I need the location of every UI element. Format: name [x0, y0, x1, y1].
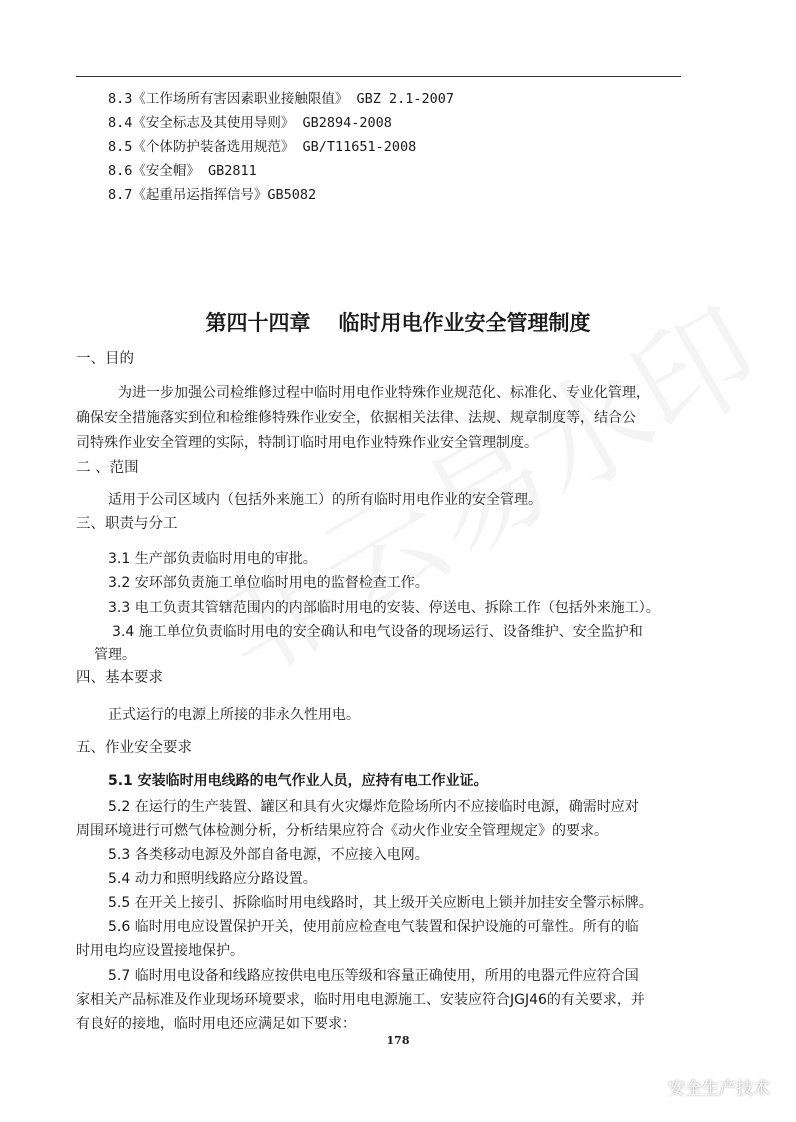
duty-item: 3.3 电工负责其管辖范围内的内部临时用电的安装、停送电、拆除工作（包括外来施工）。: [108, 600, 660, 616]
account-badge: [636, 1074, 770, 1099]
safety-item: 周围环境进行可燃气体检测分析，分析结果应符合《动火作业安全管理规定》的要求。: [76, 823, 608, 839]
safety-item: 时用电均应设置接地保护。: [76, 943, 244, 959]
purpose-paragraph-line: 确保安全措施落实到位和检维修特殊作业安全，依据相关法律、法规、规章制度等，结合公: [76, 410, 636, 426]
account-name: 安全生产技术: [668, 1079, 770, 1099]
reference-item: 8.6《安全帽》 GB2811: [108, 163, 257, 179]
safety-item: 5.2 在运行的生产装置、罐区和具有火灾爆炸危险场所内不应接临时电源，确需时应对: [108, 799, 639, 815]
scope-text: 适用于公司区域内（包括外来施工）的所有临时用电作业的安全管理。: [108, 492, 542, 508]
duty-item: 管理。: [94, 647, 136, 663]
chapter-name: 临时用电作业安全管理制度: [338, 310, 591, 335]
wechat-icon: [636, 1076, 662, 1098]
duty-item: 3.4 施工单位负责临时用电的安全确认和电气设备的现场运行、设备维护、安全监护和: [112, 624, 643, 640]
safety-item: 5.4 动力和照明线路应分路设置。: [108, 871, 317, 887]
reference-item: 8.5《个体防护装备选用规范》 GB/T11651-2008: [108, 139, 417, 155]
purpose-heading: 一、目的: [76, 351, 134, 367]
purpose-paragraph-line: 为进一步加强公司检维修过程中临时用电作业特殊作业规范化、标准化、专业化管理，: [118, 385, 650, 401]
reference-item: 8.7《起重吊运指挥信号》GB5082: [108, 187, 317, 203]
safety-heading: 五、作业安全要求: [76, 740, 192, 756]
duty-item: 3.2 安环部负责施工单位临时用电的监督检查工作。: [108, 575, 429, 591]
scope-heading: 二 、范围: [76, 460, 139, 476]
chapter-number: 第四十四章: [205, 310, 311, 335]
purpose-paragraph-line: 司特殊作业安全管理的实际，特制订临时用电作业特殊作业安全管理制度。: [76, 435, 538, 451]
basic-heading: 四、基本要求: [76, 670, 163, 686]
reference-item: 8.4《安全标志及其使用导则》 GB2894-2008: [108, 115, 392, 131]
safety-item: 有良好的接地，临时用电还应满足如下要求：: [76, 1016, 356, 1032]
safety-item: 5.5 在开关上接引、拆除临时用电线路时，其上级开关应断电上锁并加挂安全警示标牌。: [108, 895, 653, 911]
safety-item: 5.6 临时用电应设置保护开关，使用前应检查电气装置和保护设施的可靠性。所有的临: [108, 919, 639, 935]
safety-item: 家相关产品标准及作业现场环境要求，临时用电电源施工、安装应符合JGJ46的有关要求，并: [76, 992, 645, 1008]
duty-heading: 三、职责与分工: [76, 516, 178, 532]
safety-item: 5.1 安装临时用电线路的电气作业人员，应持有电工作业证。: [108, 773, 488, 789]
basic-text: 正式运行的电源上所接的非永久性用电。: [108, 707, 360, 723]
safety-item: 5.7 临时用电设备和线路应按供电电压等级和容量正确使用，所用的电器元件应符合国: [108, 968, 639, 984]
chapter-title: [0, 308, 796, 338]
header-rule: [76, 76, 681, 77]
safety-item: 5.3 各类移动电源及外部自备电源，不应接入电网。: [108, 847, 429, 863]
reference-item: 8.3《工作场所有害因素职业接触限值》 GBZ 2.1-2007: [108, 91, 455, 107]
duty-item: 3.1 生产部负责临时用电的审批。: [108, 551, 317, 567]
page-number: 178: [386, 1034, 410, 1047]
